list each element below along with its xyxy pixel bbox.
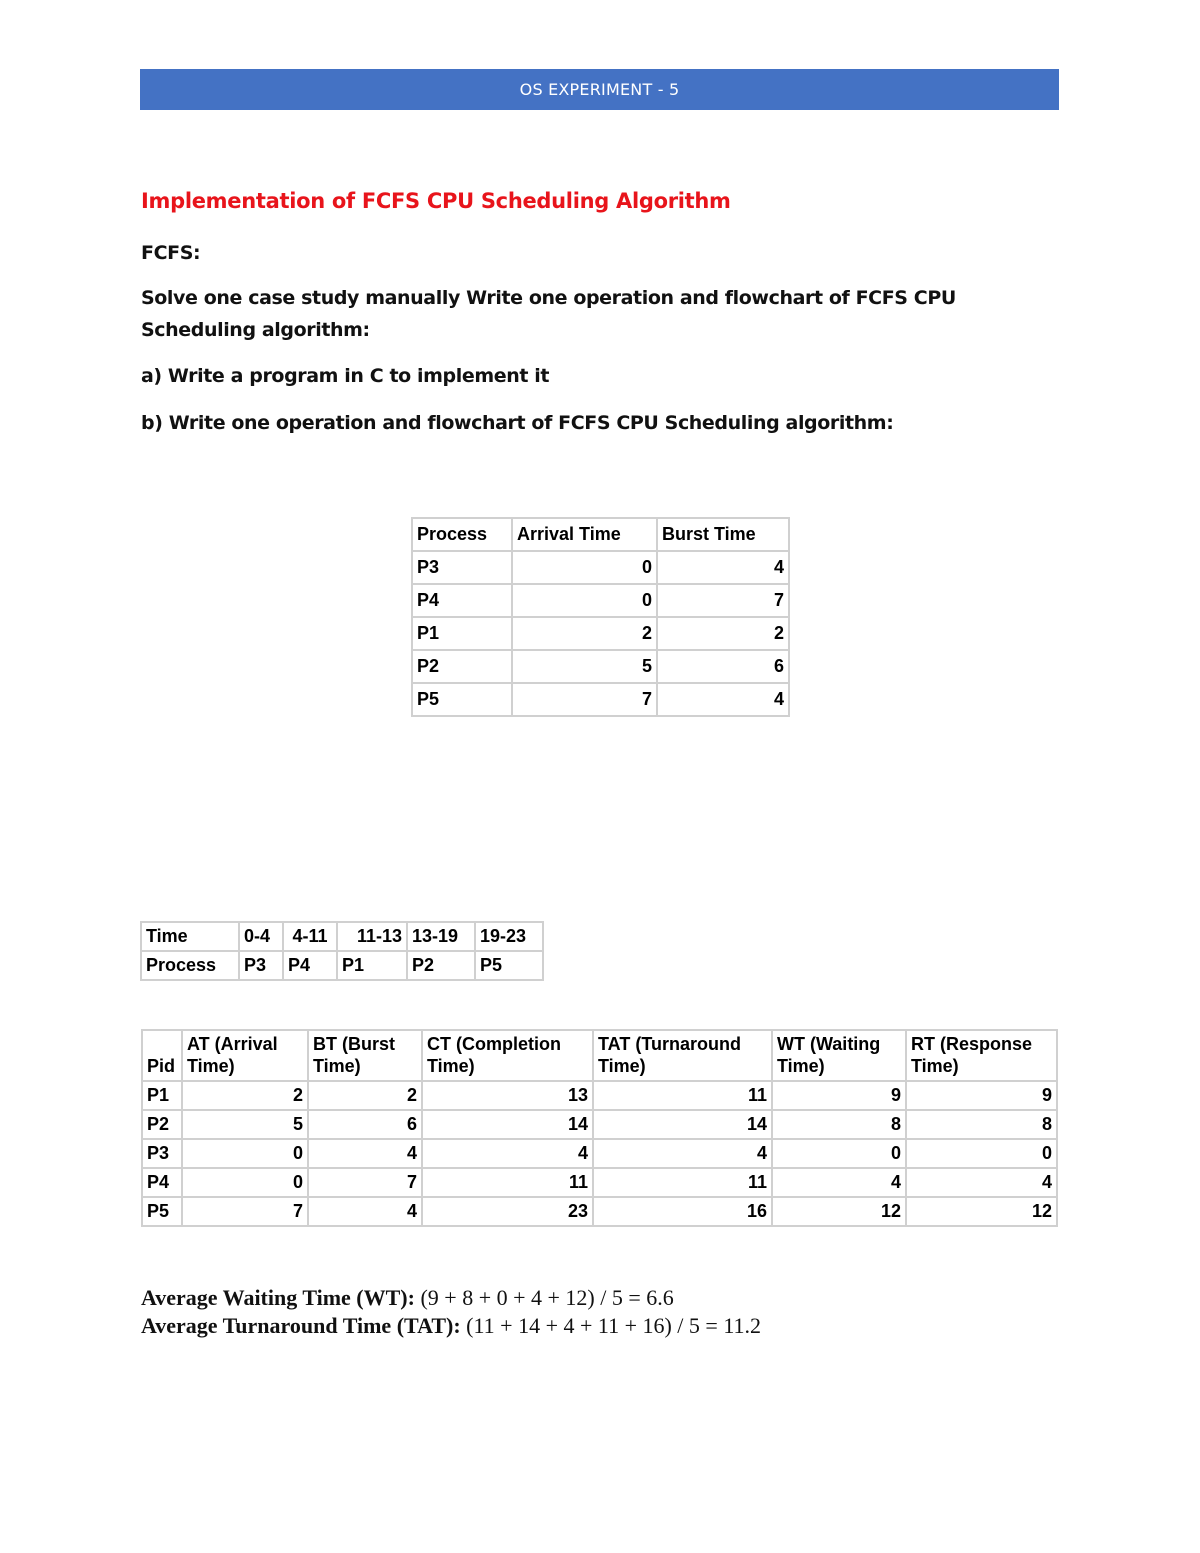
table-cell: 9 — [772, 1081, 906, 1110]
header-cell: Process — [412, 518, 512, 551]
table-cell: 2 — [657, 617, 789, 650]
gantt-process-cell: P1 — [337, 951, 407, 980]
gantt-time-cell: 13-19 — [407, 922, 475, 951]
header-cell: Pid — [142, 1030, 182, 1081]
gantt-process-cell: P2 — [407, 951, 475, 980]
table-cell: 12 — [772, 1197, 906, 1226]
gantt-process-cell: P3 — [239, 951, 283, 980]
task-item-b: b) Write one operation and flowchart of FCFS CPU Scheduling algorithm: — [141, 412, 894, 434]
table-cell: 13 — [422, 1081, 593, 1110]
table-cell: 2 — [308, 1081, 422, 1110]
table-cell: 11 — [593, 1168, 772, 1197]
table-cell: P5 — [142, 1197, 182, 1226]
table-cell: 16 — [593, 1197, 772, 1226]
table-cell: 9 — [906, 1081, 1057, 1110]
fcfs-subtitle: FCFS: — [141, 242, 201, 264]
average-turnaround-time-value: (11 + 14 + 4 + 11 + 16) / 5 = 11.2 — [466, 1313, 762, 1338]
gantt-time-cell: 11-13 — [337, 922, 407, 951]
table-cell: 0 — [512, 551, 657, 584]
document-title: Implementation of FCFS CPU Scheduling Algorithm — [141, 189, 731, 213]
table-cell: 2 — [182, 1081, 308, 1110]
table-cell: 4 — [593, 1139, 772, 1168]
process-table — [411, 517, 790, 717]
table-cell: 8 — [772, 1110, 906, 1139]
average-waiting-time-value: (9 + 8 + 0 + 4 + 12) / 5 = 6.6 — [420, 1285, 674, 1310]
table-cell: 7 — [657, 584, 789, 617]
gantt-time-row — [141, 922, 543, 951]
table-cell: 4 — [906, 1168, 1057, 1197]
task-item-a: a) Write a program in C to implement it — [141, 365, 550, 387]
table-cell: 5 — [512, 650, 657, 683]
gantt-process-cell: P5 — [475, 951, 543, 980]
table-cell: 7 — [182, 1197, 308, 1226]
table-cell: 8 — [906, 1110, 1057, 1139]
table-cell: 0 — [182, 1168, 308, 1197]
header-cell: TAT (Turnaround Time) — [593, 1030, 772, 1081]
table-cell: 12 — [906, 1197, 1057, 1226]
table-row — [412, 650, 789, 683]
table-cell: 0 — [772, 1139, 906, 1168]
table-cell: P5 — [412, 683, 512, 716]
table-cell: 4 — [657, 683, 789, 716]
gantt-time-cell: 0-4 — [239, 922, 283, 951]
table-cell: 7 — [308, 1168, 422, 1197]
table-cell: 4 — [657, 551, 789, 584]
gantt-label: Time — [141, 922, 239, 951]
table-cell: 4 — [422, 1139, 593, 1168]
table-cell: P1 — [142, 1081, 182, 1110]
case-study-text: Solve one case study manually Write one operation and flowchart of FCFS CPU Scheduling algorithm: — [141, 287, 956, 341]
table-row — [142, 1110, 1057, 1139]
results-table — [141, 1029, 1058, 1227]
table-cell: P1 — [412, 617, 512, 650]
table-row — [142, 1197, 1057, 1226]
header-title: OS EXPERIMENT - 5 — [519, 80, 680, 99]
table-cell: 11 — [593, 1081, 772, 1110]
header-cell: AT (Arrival Time) — [182, 1030, 308, 1081]
page-header — [140, 69, 1059, 110]
table-cell: 7 — [512, 683, 657, 716]
table-row — [412, 584, 789, 617]
gantt-process-cell: P4 — [283, 951, 337, 980]
table-cell: P2 — [142, 1110, 182, 1139]
table-header-row — [412, 518, 789, 551]
average-turnaround-time — [141, 1313, 761, 1339]
table-row — [412, 551, 789, 584]
table-cell: 5 — [182, 1110, 308, 1139]
table-cell: 0 — [512, 584, 657, 617]
table-cell: 4 — [772, 1168, 906, 1197]
table-row — [142, 1081, 1057, 1110]
average-turnaround-time-label: Average Turnaround Time (TAT): — [141, 1313, 461, 1338]
table-cell: 6 — [657, 650, 789, 683]
table-header-row — [142, 1030, 1057, 1081]
gantt-time-cell: 19-23 — [475, 922, 543, 951]
table-cell: P2 — [412, 650, 512, 683]
table-cell: 11 — [422, 1168, 593, 1197]
table-cell: 0 — [182, 1139, 308, 1168]
table-row — [142, 1139, 1057, 1168]
table-cell: 0 — [906, 1139, 1057, 1168]
header-cell: Arrival Time — [512, 518, 657, 551]
table-cell: P4 — [412, 584, 512, 617]
average-waiting-time — [141, 1285, 674, 1311]
gantt-time-cell: 4-11 — [283, 922, 337, 951]
header-cell: CT (Completion Time) — [422, 1030, 593, 1081]
table-cell: P4 — [142, 1168, 182, 1197]
gantt-process-row — [141, 951, 543, 980]
table-row — [142, 1168, 1057, 1197]
table-cell: 4 — [308, 1139, 422, 1168]
gantt-label: Process — [141, 951, 239, 980]
header-cell: RT (Response Time) — [906, 1030, 1057, 1081]
gantt-table — [140, 921, 544, 981]
header-cell: Burst Time — [657, 518, 789, 551]
table-cell: 4 — [308, 1197, 422, 1226]
header-cell: WT (Waiting Time) — [772, 1030, 906, 1081]
table-cell: P3 — [412, 551, 512, 584]
header-cell: BT (Burst Time) — [308, 1030, 422, 1081]
table-cell: 23 — [422, 1197, 593, 1226]
table-cell: 2 — [512, 617, 657, 650]
table-row — [412, 683, 789, 716]
table-cell: 14 — [422, 1110, 593, 1139]
average-waiting-time-label: Average Waiting Time (WT): — [141, 1285, 415, 1310]
table-cell: 6 — [308, 1110, 422, 1139]
table-cell: 14 — [593, 1110, 772, 1139]
table-row — [412, 617, 789, 650]
table-cell: P3 — [142, 1139, 182, 1168]
